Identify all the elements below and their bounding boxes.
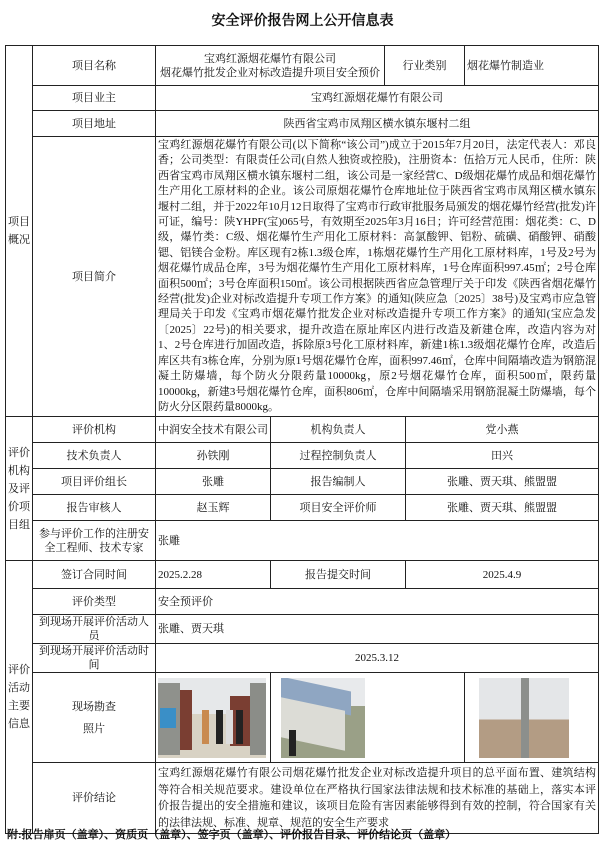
label-address: 项目地址 [33, 111, 156, 137]
conclusion-text: 宝鸡红源烟花爆竹有限公司烟花爆竹批发企业对标改造提升项目的总平面布置、建筑结构等符合相关规范要求。建设单位在严格执行国家法律法规和技术标准的基础上，落实本评价报告提出的安全措施和建议，该项目危险有害因素能够得到有效的控制，符合国家有关的法律法规、标准、规章、规范的安全生产要求 [156, 763, 599, 834]
staff-value: 张雕、贾天琪 [156, 615, 599, 644]
section-overview: 项目概况 [6, 46, 33, 417]
site-photo-gate [158, 678, 266, 758]
section-org: 评价机构及评价项目组 [6, 417, 33, 561]
experts-value: 张雕 [156, 521, 599, 561]
owner-value: 宝鸡红源烟花爆竹有限公司 [156, 86, 599, 111]
time-value: 2025.3.12 [156, 644, 599, 673]
submit-value: 2025.4.9 [406, 561, 599, 589]
experts-label: 参与评价工作的注册安全工程师、技术专家 [33, 521, 156, 561]
contract-label: 签订合同时间 [33, 561, 156, 589]
org-value: 中润安全技术有限公司 [156, 417, 271, 443]
label-project-name: 项目名称 [33, 46, 156, 86]
type-label: 评价类型 [33, 589, 156, 615]
page-title: 安全评价报告网上公开信息表 [211, 12, 394, 28]
photo-cell [465, 673, 599, 763]
photo-cell [271, 673, 465, 763]
label-industry: 行业类别 [385, 46, 465, 86]
photos-label [33, 673, 156, 763]
org-value: 张雕、贾天琪、熊盟盟 [406, 469, 599, 495]
info-table [5, 45, 599, 834]
label-intro: 项目简介 [33, 137, 156, 417]
org-value: 党小燕 [406, 417, 599, 443]
org-label: 机构负责人 [271, 417, 406, 443]
footer-note: 附:报告扉页（盖章）、资质页（盖章）、签字页（盖章）、评价报告目录、评价结论页（盖章） [7, 829, 457, 841]
project-name-line1: 宝鸡红源烟花爆竹有限公司 [204, 52, 336, 65]
org-label: 项目安全评价师 [271, 495, 406, 521]
org-label: 报告编制人 [271, 469, 406, 495]
photos-label-line1: 现场勘查 [72, 700, 116, 713]
type-value: 安全预评价 [156, 589, 599, 615]
org-value: 孙铁刚 [156, 443, 271, 469]
staff-label: 到现场开展评价活动人员 [33, 615, 156, 644]
industry-value: 烟花爆竹制造业 [465, 46, 599, 86]
label-owner: 项目业主 [33, 86, 156, 111]
org-label: 项目评价组长 [33, 469, 156, 495]
org-value: 张雕 [156, 469, 271, 495]
photos-label-line2: 照片 [83, 722, 105, 735]
conclusion-label: 评价结论 [33, 763, 156, 834]
section-activity: 评价活动主要信息 [6, 561, 33, 834]
contract-value: 2025.2.28 [156, 561, 271, 589]
org-label: 过程控制负责人 [271, 443, 406, 469]
site-photo-field [479, 678, 569, 758]
org-label: 报告审核人 [33, 495, 156, 521]
site-photo-warehouse [281, 678, 365, 758]
project-name-line2: 烟花爆竹批发企业对标改造提升项目安全预价 [160, 66, 380, 79]
time-label: 到现场开展评价活动时间 [33, 644, 156, 673]
address-value: 陕西省宝鸡市凤翔区横水镇东堰村二组 [156, 111, 599, 137]
project-name [156, 46, 385, 86]
org-value: 赵玉辉 [156, 495, 271, 521]
submit-label: 报告提交时间 [271, 561, 406, 589]
org-label: 评价机构 [33, 417, 156, 443]
org-label: 技术负责人 [33, 443, 156, 469]
photo-cell [156, 673, 271, 763]
intro-text: 宝鸡红源烟花爆竹有限公司(以下简称“该公司”)成立于2015年7月20日，法定代表人：邓良香；公司类型：有限责任公司(自然人独资或控股)，注册资本：伍拾万元人民币，住所：陕西省宝鸡市凤翔区横水镇东堰村二组，该公司是一家经营C、D级烟花爆竹成品和烟花爆竹生产用化工原材料的企业。该公司原烟花爆竹仓库地址位于陕西省宝鸡市凤翔区横水镇东堰村二组，并于2022年10月12日取得了宝鸡市行政审批服务局颁发的烟花爆竹经营(批发)许可证，编号：陕YHPF(宝)065号，有效期至2025年3月16日；许可经营范围：烟花类：C、D级，爆竹类：C级、烟花爆竹生产用化工原材料：高氯酸钾、铝粉、硫磺、硝酸钾、硝酸锶、铝镁合金粉。库区现有2栋1.3级仓库，1栋烟花爆竹生产用化工原材料库，1号及2号为烟花爆竹成品仓库，3号为烟花爆竹生产用化工原材料库，1号仓库面积997.45㎡；2号仓库面积500㎡；3号仓库面积150㎡。该公司根据陕西省应急管理厅关于印发《陕西省烟花爆竹经营(批发)企业对标改造提升专项工作方案》的通知(陕应急〔2025〕38号)及宝鸡市应急管理局关于印发《宝鸡市烟花爆竹批发企业对标改造提升专项工作方案》的通知(宝应急发〔2025〕22号)的相关要求，提升改造在原址库区内进行改造及新建仓库，改造内容为对1、2号仓库进行加固改造，拆除原3号化工原材料库，新建1栋1.3级烟花爆竹仓库，改造后库区共有3栋仓库，分别为原1号烟花爆竹仓库，面积997.46㎡，仓库中间隔墙改造为钢筋混凝土防爆墙，每个防火分限药量10000kg，原2号烟花爆竹仓库，面积500㎡，限药量10000kg，新建3号烟花爆竹仓库，面积806㎡，仓库中间隔墙采用钢筋混凝土防爆墙，每个防火分区限药量8000kg。 [156, 137, 599, 417]
org-value: 张雕、贾天琪、熊盟盟 [406, 495, 599, 521]
org-value: 田兴 [406, 443, 599, 469]
